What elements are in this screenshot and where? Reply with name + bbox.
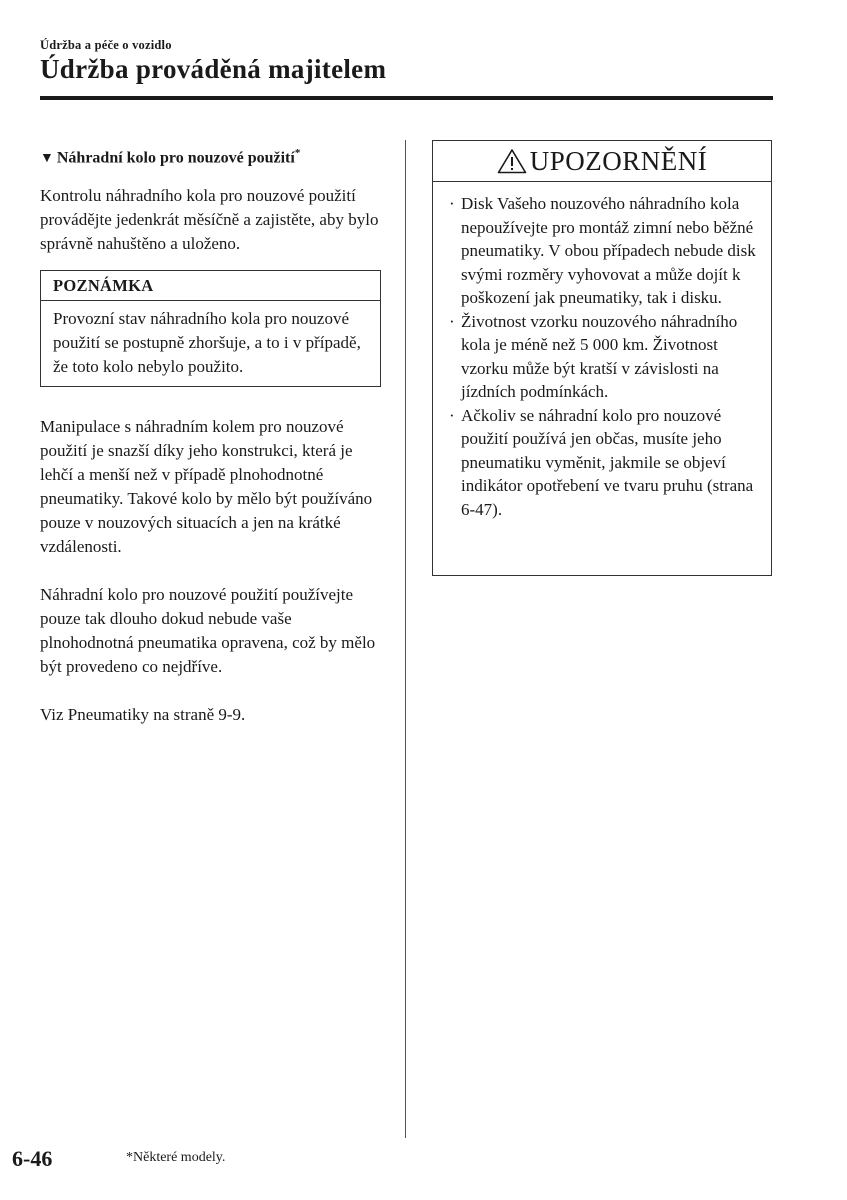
section-heading	[40, 140, 385, 172]
paragraph-see-tires: Viz Pneumatiky na straně 9-9.	[40, 705, 246, 725]
warning-item	[447, 192, 757, 310]
section-heading-text: Náhradní kolo pro nouzové použití	[56, 149, 295, 167]
warning-box	[432, 140, 772, 576]
page-number: 6-46	[12, 1146, 53, 1171]
warning-item-text: Ačkoliv se náhradní kolo pro nouzové použití používá jen občas, musíte jeho pneumatiku vyměnit, jakmile se objeví indikátor opotřebení ve tvaru pruhu (strana 6-47).	[461, 405, 754, 519]
warning-title: UPOZORNĚNÍ	[529, 145, 708, 176]
warning-item	[447, 404, 757, 522]
warning-list	[433, 182, 771, 521]
note-box	[40, 270, 381, 387]
note-text: Provozní stav náhradního kola pro nouzové použití se postupně zhoršuje, a to i v případě, že toto kolo nebylo použito.	[53, 309, 361, 377]
triangle-marker-icon: ▼	[40, 151, 54, 167]
heading-asterisk: *	[294, 147, 301, 159]
warning-item-text: Životnost vzorku nouzového náhradního kola je méně než 5 000 km. Životnost vzorku může být kratší v závislosti na jízdních podmínkách.	[461, 311, 738, 401]
note-title: POZNÁMKA	[41, 271, 380, 301]
warning-triangle-icon	[497, 148, 527, 174]
paragraph-usage-duration: Náhradní kolo pro nouzové použití používejte pouze tak dlouho dokud nebude vaše plnohodnotná pneumatika opravena, což by mělo být provedeno co nejdříve.	[40, 585, 376, 677]
bullet-dot: ·	[449, 194, 455, 213]
left-column	[40, 140, 385, 727]
warning-item	[447, 310, 757, 404]
paragraph-handling: Manipulace s náhradním kolem pro nouzové použití je snazší díky jeho konstrukci, která je lehčí a menší než v případě plnohodnotné pneumatiky. Takové kolo by mělo být používáno pouze v nouzových situacích a jen na krátké vzdálenosti.	[40, 417, 373, 557]
title-rule	[40, 96, 773, 100]
breadcrumb: Údržba a péče o vozidlo	[40, 38, 172, 52]
page-title: Údržba prováděná majitelem	[40, 54, 387, 84]
warning-header	[433, 141, 771, 182]
bullet-dot: ·	[449, 405, 455, 425]
footnote: *Některé modely.	[126, 1150, 226, 1165]
column-divider	[405, 140, 406, 1138]
bullet-dot: ·	[449, 311, 455, 331]
paragraph-check-monthly: Kontrolu náhradního kola pro nouzové použití provádějte jedenkrát měsíčně a zajistěte, aby bylo správně nahuštěno a uloženo.	[40, 186, 379, 254]
warning-item-text: Disk Vašeho nouzového náhradního kola nepoužívejte pro montáž zimní nebo běžné pneumatiky. V obou případech nebude disk svými rozměry vyhovovat a může dojít k poškození jak pneumatiky, tak i disku.	[461, 194, 756, 307]
